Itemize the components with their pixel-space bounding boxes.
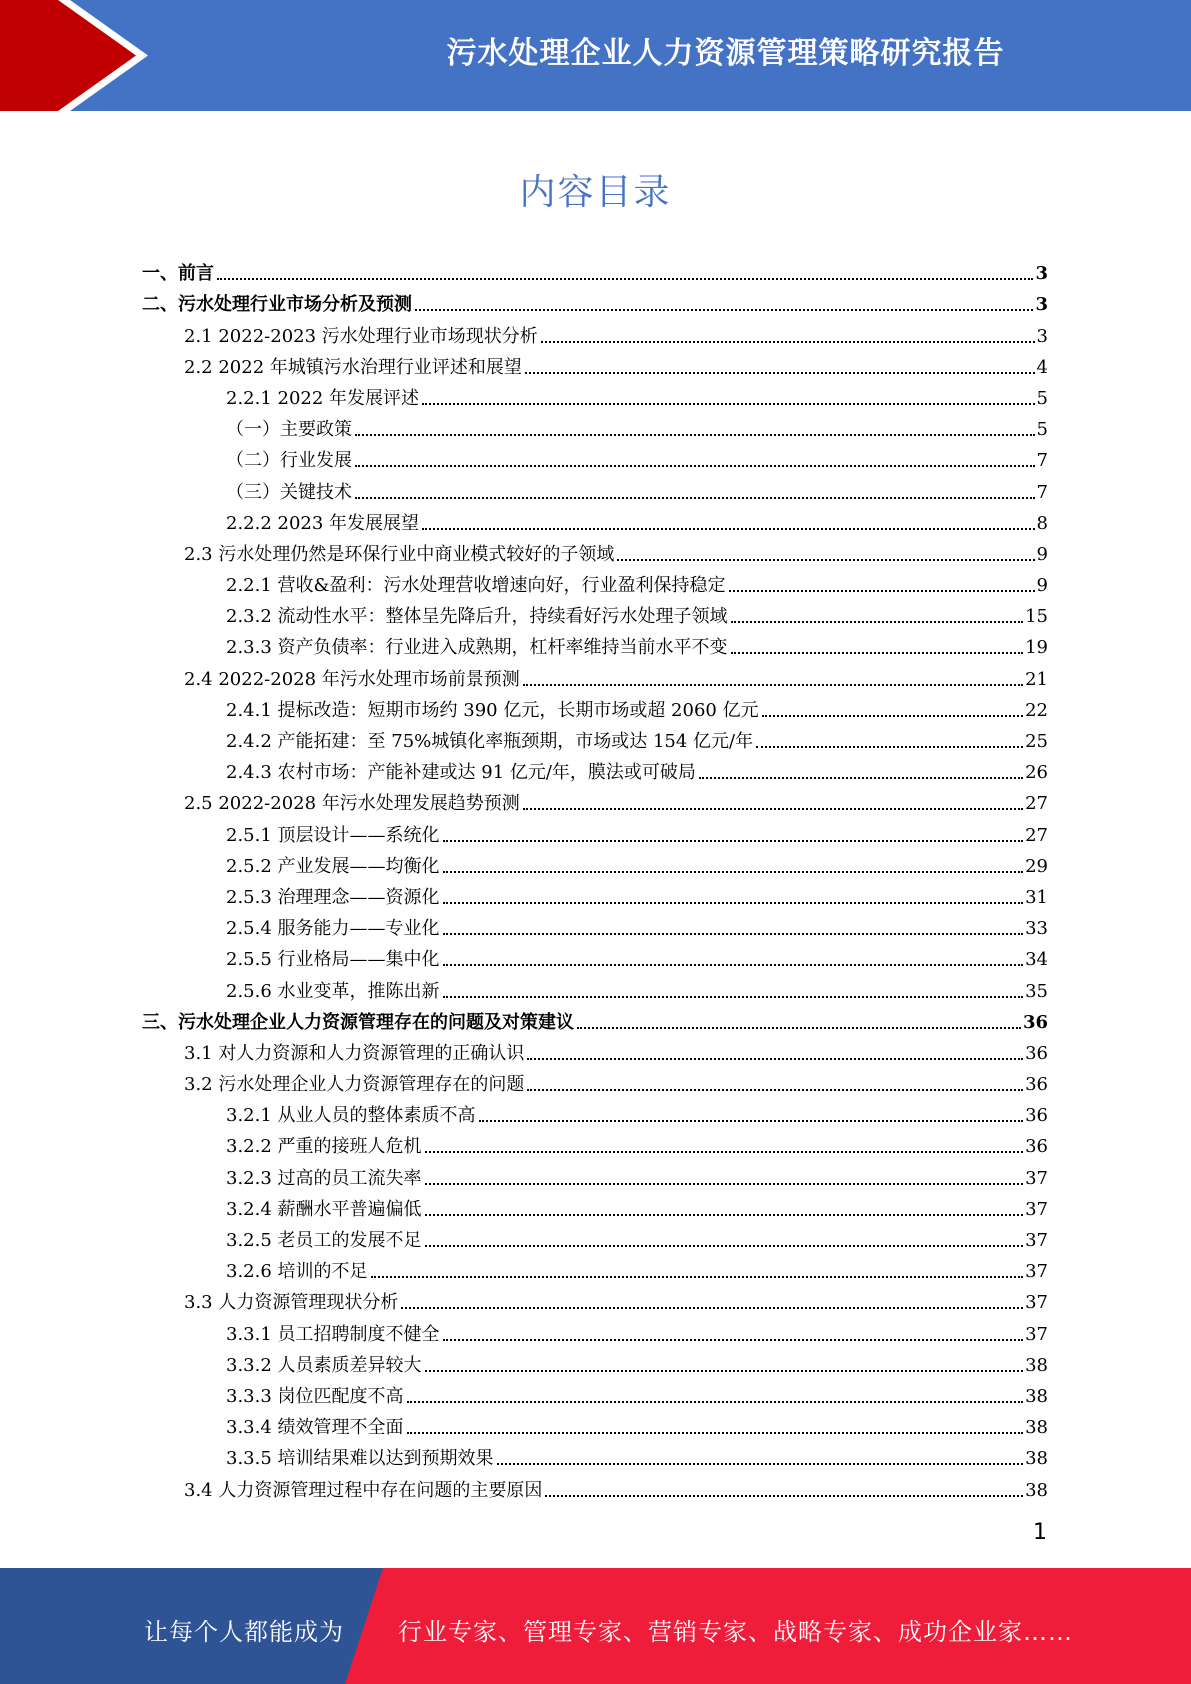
toc-entry[interactable] <box>142 971 1048 1002</box>
toc-entry[interactable] <box>142 254 1048 285</box>
toc-entry-title: 2.5 2022-2028 年污水处理发展趋势预测 <box>184 793 520 815</box>
toc-entry-title: 2.5.1 顶层设计——系统化 <box>226 824 440 846</box>
toc-dot-leader <box>443 840 1024 842</box>
toc-entry-page: 5 <box>1036 419 1048 441</box>
toc-entry[interactable] <box>142 472 1048 503</box>
footer-slogan-left: 让每个人都能成为 <box>144 1618 344 1646</box>
toc-entry[interactable] <box>142 348 1048 379</box>
toc-entry[interactable] <box>142 847 1048 878</box>
toc-entry[interactable] <box>142 1190 1048 1221</box>
toc-heading: 内容目录 <box>519 172 672 213</box>
toc-entry-page: 3 <box>1035 294 1048 316</box>
toc-entry-title: 2.2.2 2023 年发展展望 <box>226 512 420 534</box>
toc-entry[interactable] <box>142 1314 1048 1345</box>
toc-entry-page: 21 <box>1025 668 1048 690</box>
toc-entry-page: 36 <box>1025 1074 1048 1096</box>
chevron-decoration-icon <box>0 0 160 111</box>
toc-entry-title: （二）行业发展 <box>226 450 352 472</box>
toc-dot-leader <box>729 590 1035 592</box>
toc-entry-page: 4 <box>1036 356 1048 378</box>
toc-entry-title: 2.5.3 治理理念——资源化 <box>226 886 440 908</box>
toc-dot-leader <box>545 1495 1023 1497</box>
header-banner <box>0 0 1191 111</box>
toc-entry-page: 31 <box>1025 886 1048 908</box>
toc-entry[interactable] <box>142 410 1048 441</box>
toc-entry-title: 2.4.1 提标改造：短期市场约 390 亿元，长期市场或超 2060 亿元 <box>226 699 759 721</box>
toc-dot-leader <box>762 715 1024 717</box>
toc-entry[interactable] <box>142 691 1048 722</box>
toc-dot-leader <box>541 341 1035 343</box>
toc-dot-leader <box>422 403 1034 405</box>
toc-dot-leader <box>443 902 1024 904</box>
toc-dot-leader <box>756 746 1023 748</box>
toc-dot-leader <box>527 1058 1023 1060</box>
toc-entry[interactable] <box>142 940 1048 971</box>
toc-entry-title: （一）主要政策 <box>226 419 352 441</box>
toc-dot-leader <box>527 1089 1023 1091</box>
toc-entry-page: 37 <box>1025 1261 1048 1283</box>
toc-entry[interactable] <box>142 1158 1048 1189</box>
toc-entry-page: 5 <box>1036 387 1048 409</box>
toc-entry[interactable] <box>142 1003 1048 1034</box>
toc-entry-page: 35 <box>1025 980 1048 1002</box>
toc-entry-title: 2.1 2022-2023 污水处理行业市场现状分析 <box>184 325 538 347</box>
toc-dot-leader <box>355 497 1035 499</box>
toc-entry-title: 2.2 2022 年城镇污水治理行业评述和展望 <box>184 356 522 378</box>
toc-entry-title: 2.4.3 农村市场：产能补建或达 91 亿元/年，膜法或可破局 <box>226 762 696 784</box>
toc-entry[interactable] <box>142 1283 1048 1314</box>
toc-entry[interactable] <box>142 1127 1048 1158</box>
toc-entry[interactable] <box>142 1065 1048 1096</box>
page-number: 1 <box>1033 1520 1047 1545</box>
toc-entry[interactable] <box>142 441 1048 472</box>
toc-entry[interactable] <box>142 659 1048 690</box>
toc-entry[interactable] <box>142 566 1048 597</box>
toc-entry-page: 33 <box>1025 918 1048 940</box>
toc-entry-title: 一、前言 <box>142 263 214 285</box>
toc-entry-title: 3.3.4 绩效管理不全面 <box>226 1417 404 1439</box>
toc-entry[interactable] <box>142 379 1048 410</box>
toc-entry-title: 3.2.1 从业人员的整体素质不高 <box>226 1105 476 1127</box>
toc-entry-page: 36 <box>1025 1042 1048 1064</box>
toc-entry-title: 3.2.5 老员工的发展不足 <box>226 1230 422 1251</box>
toc-entry-title: 2.4.2 产能拓建：至 75%城镇化率瓶颈期，市场或达 154 亿元/年 <box>226 731 754 752</box>
toc-dot-leader <box>577 1027 1021 1029</box>
toc-entry-page: 3 <box>1035 263 1048 285</box>
toc-entry-title: 2.2.1 2022 年发展评述 <box>226 387 420 409</box>
toc-entry[interactable] <box>142 1221 1048 1252</box>
toc-entry-page: 7 <box>1036 450 1048 472</box>
toc-dot-leader <box>422 528 1034 530</box>
toc-entry-title: 3.3 人力资源管理现状分析 <box>184 1292 399 1314</box>
toc-entry-page: 7 <box>1036 481 1048 503</box>
toc-entry-title: 2.5.5 行业格局——集中化 <box>226 949 440 971</box>
toc-entry-page: 19 <box>1025 637 1048 659</box>
toc-entry-title: 2.3.2 流动性水平：整体呈先降后升，持续看好污水处理子领域 <box>226 606 728 628</box>
toc-entry-page: 38 <box>1025 1417 1048 1439</box>
toc-entry[interactable] <box>142 815 1048 846</box>
toc-entry[interactable] <box>142 628 1048 659</box>
toc-entry-title: 2.3.3 资产负债率：行业进入成熟期，杠杆率维持当前水平不变 <box>226 637 728 659</box>
toc-entry[interactable] <box>142 1034 1048 1065</box>
toc-entry-page: 29 <box>1025 855 1048 877</box>
toc-entry-title: 2.5.4 服务能力——专业化 <box>226 918 440 940</box>
toc-dot-leader <box>523 808 1023 810</box>
toc-dot-leader <box>407 1401 1024 1403</box>
toc-dot-leader <box>415 309 1033 311</box>
toc-entry-page: 26 <box>1025 762 1048 784</box>
toc-entry-title: 3.2.6 培训的不足 <box>226 1261 368 1283</box>
toc-entry-title: 2.4 2022-2028 年污水处理市场前景预测 <box>184 668 520 690</box>
toc-entry[interactable] <box>142 1470 1048 1501</box>
toc-entry-title: 2.5.6 水业变革，推陈出新 <box>226 980 440 1002</box>
toc-entry-title: 3.2.2 严重的接班人危机 <box>226 1136 422 1158</box>
toc-dot-leader <box>425 1183 1024 1185</box>
toc-entry-page: 22 <box>1025 699 1048 721</box>
toc-entry[interactable] <box>142 1252 1048 1283</box>
toc-entry[interactable] <box>142 784 1048 815</box>
toc-entry-title: 2.3 污水处理仍然是环保行业中商业模式较好的子领域 <box>184 543 615 565</box>
toc-entry-title: 3.3.5 培训结果难以达到预期效果 <box>226 1448 494 1470</box>
toc-entry-page: 34 <box>1025 949 1048 971</box>
toc-entry[interactable] <box>142 1439 1048 1470</box>
toc-entry-title: 3.2 污水处理企业人力资源管理存在的问题 <box>184 1074 525 1096</box>
toc-entry-page: 38 <box>1025 1448 1048 1470</box>
toc-dot-leader <box>497 1463 1024 1465</box>
toc-entry[interactable] <box>142 753 1048 784</box>
toc-entry-page: 27 <box>1025 793 1048 815</box>
toc-entry-page: 15 <box>1025 606 1048 628</box>
toc-entry-title: 3.2.3 过高的员工流失率 <box>226 1167 422 1189</box>
toc-entry-page: 36 <box>1025 1136 1048 1158</box>
toc-entry-page: 37 <box>1025 1167 1048 1189</box>
toc-dot-leader <box>355 465 1035 467</box>
toc-entry-title: 3.4 人力资源管理过程中存在问题的主要原因 <box>184 1479 543 1501</box>
footer-banner <box>0 1568 1191 1684</box>
toc-entry-page: 37 <box>1025 1198 1048 1220</box>
toc-dot-leader <box>425 1151 1024 1153</box>
toc-entry-title: 3.2.4 薪酬水平普遍偏低 <box>226 1198 422 1220</box>
toc-entry[interactable] <box>142 535 1048 566</box>
toc-dot-leader <box>443 964 1024 966</box>
toc-entry-title: 二、污水处理行业市场分析及预测 <box>142 294 412 316</box>
toc-entry-page: 9 <box>1036 543 1048 565</box>
toc-dot-leader <box>443 1339 1024 1341</box>
toc-entry-title: （三）关键技术 <box>226 481 352 503</box>
toc-dot-leader <box>217 278 1033 280</box>
toc-entry-title: 3.3.2 人员素质差异较大 <box>226 1354 422 1376</box>
toc-entry-page: 9 <box>1036 575 1048 597</box>
toc-dot-leader <box>407 1432 1024 1434</box>
toc-entry[interactable] <box>142 597 1048 628</box>
toc-dot-leader <box>699 777 1023 779</box>
toc-entry-page: 8 <box>1036 512 1048 534</box>
toc-dot-leader <box>479 1120 1024 1122</box>
toc-dot-leader <box>617 559 1034 561</box>
toc-dot-leader <box>525 372 1035 374</box>
toc-entry-title: 3.3.1 员工招聘制度不健全 <box>226 1323 440 1345</box>
toc-entry-page: 38 <box>1025 1385 1048 1407</box>
toc-dot-leader <box>443 871 1024 873</box>
toc-dot-leader <box>371 1276 1024 1278</box>
toc-entry[interactable] <box>142 1096 1048 1127</box>
toc-entry-page: 25 <box>1025 731 1048 752</box>
toc-entry-title: 3.3.3 岗位匹配度不高 <box>226 1385 404 1407</box>
toc-dot-leader <box>443 996 1024 998</box>
toc-entry-title: 2.5.2 产业发展——均衡化 <box>226 855 440 877</box>
toc-entry-page: 27 <box>1025 824 1048 846</box>
toc-entry-page: 38 <box>1025 1479 1048 1501</box>
toc-entry[interactable] <box>142 878 1048 909</box>
toc-entry-page: 3 <box>1036 325 1048 347</box>
toc-entry-page: 37 <box>1025 1323 1048 1345</box>
toc-entry-title: 3.1 对人力资源和人力资源管理的正确认识 <box>184 1042 525 1064</box>
toc-dot-leader <box>425 1370 1024 1372</box>
report-title: 污水处理企业人力资源管理策略研究报告 <box>446 36 1005 71</box>
toc-dot-leader <box>731 621 1024 623</box>
footer-slogan-right: 行业专家、管理专家、营销专家、战略专家、成功企业家…… <box>398 1618 1073 1646</box>
toc-dot-leader <box>731 652 1024 654</box>
toc-entry[interactable] <box>142 722 1048 753</box>
table-of-contents <box>142 254 1048 1502</box>
toc-dot-leader <box>443 933 1024 935</box>
toc-dot-leader <box>425 1214 1024 1216</box>
toc-dot-leader <box>355 434 1035 436</box>
toc-dot-leader <box>401 1307 1023 1309</box>
toc-entry-page: 37 <box>1025 1292 1048 1314</box>
toc-entry[interactable] <box>142 285 1048 316</box>
toc-entry[interactable] <box>142 909 1048 940</box>
toc-entry[interactable] <box>142 1377 1048 1408</box>
toc-entry-title: 2.2.1 营收&盈利：污水处理营收增速向好，行业盈利保持稳定 <box>226 575 726 597</box>
toc-entry-page: 38 <box>1025 1354 1048 1376</box>
toc-dot-leader <box>523 684 1023 686</box>
toc-entry[interactable] <box>142 504 1048 535</box>
toc-entry[interactable] <box>142 1346 1048 1377</box>
toc-dot-leader <box>425 1245 1024 1247</box>
toc-entry[interactable] <box>142 1408 1048 1439</box>
toc-entry[interactable] <box>142 316 1048 347</box>
toc-entry-title: 三、污水处理企业人力资源管理存在的问题及对策建议 <box>142 1011 574 1033</box>
toc-entry-page: 36 <box>1025 1105 1048 1127</box>
toc-entry-page: 37 <box>1025 1230 1048 1251</box>
toc-entry-page: 36 <box>1022 1011 1048 1033</box>
